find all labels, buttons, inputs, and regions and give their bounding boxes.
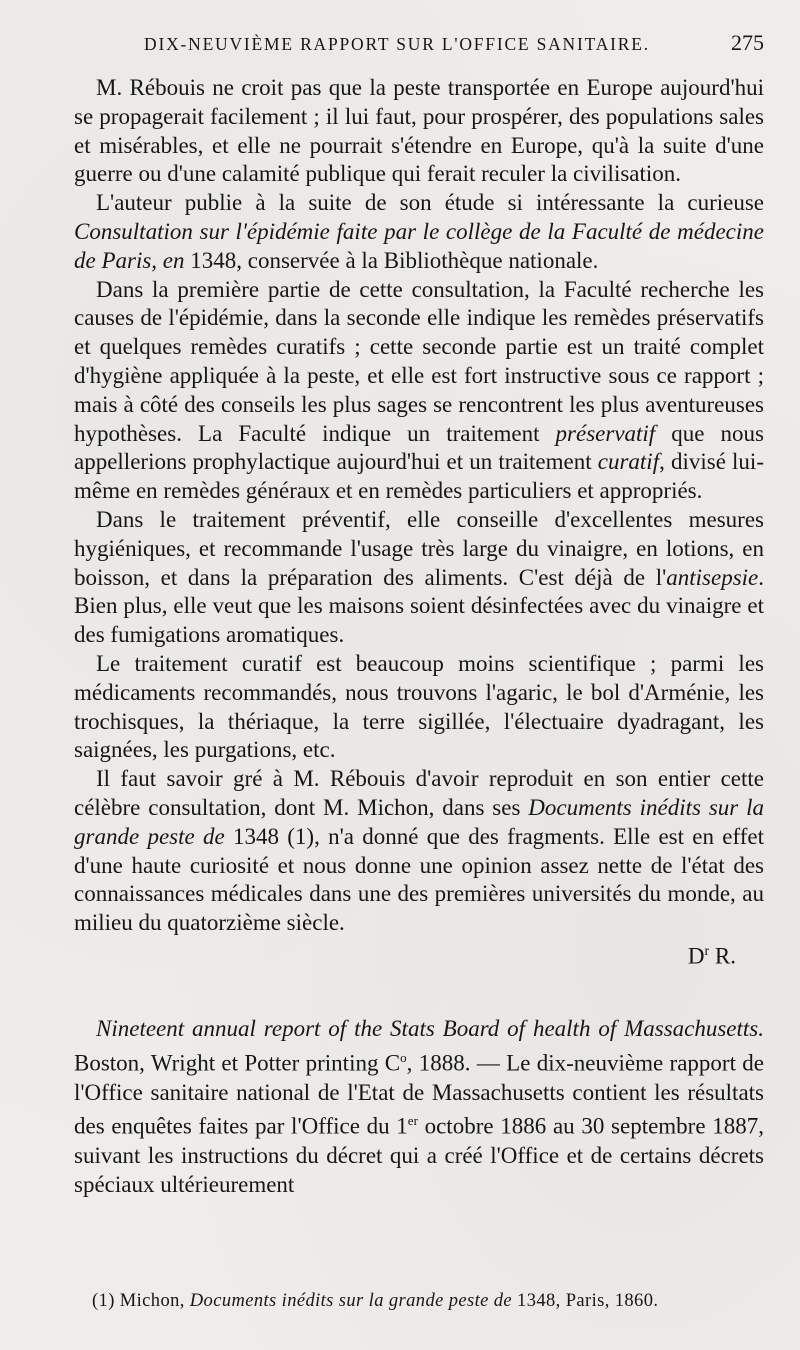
paragraph-6-text-a: Il faut savoir gré à M. Rébouis d'avoir reproduit en son entier cette célèbre consultation, dont M. Michon, dans ses bbox=[74, 766, 764, 820]
paragraph-2-text-b: 1348, conservée à la Bibliothèque nationale. bbox=[184, 247, 599, 273]
signature bbox=[74, 938, 764, 971]
paragraph-3-text-a: Dans la première partie de cette consultation, la Faculté recherche les causes de l'épidémie, dans la seconde elle indique les remèdes préservatifs et quelques remèdes curatifs ; cette seconde partie est un traité complet d'hygiène appliquée à la peste, et elle est fort instructive sous ce rapport ; mais à côté des conseils les plus sages se rencontrent les plus aventureuses hypothèses. La Faculté indique un traitement bbox=[74, 276, 764, 446]
review-superscript-o: o bbox=[400, 1050, 407, 1066]
review-text-b: , 1888. — Le dix-neuvième rapport de l'Office sanitaire national de l'Etat de Massachusetts contient les résultats des enquêtes faites par l'Office du 1 bbox=[74, 1050, 764, 1140]
review-superscript-er: er bbox=[407, 1113, 418, 1129]
running-title: DIX-NEUVIÈME RAPPORT SUR L'OFFICE SANITAIRE. bbox=[144, 34, 650, 54]
review-title: Nineteent annual report of the Stats Board of health of Massachusetts. bbox=[96, 1016, 764, 1042]
paragraph-2-text-a: L'auteur publie à la suite de son étude si intéressante la curieuse bbox=[96, 190, 764, 216]
footnote bbox=[92, 1291, 764, 1312]
paragraph-2 bbox=[74, 189, 764, 275]
review-text-a: Boston, Wright et Potter printing C bbox=[74, 1050, 401, 1076]
paragraph-4-text-a: Dans le traitement préventif, elle conseille d'excellentes mesures hygiéniques, et recommande l'usage très large du vinaigre, en lotions, en boisson, et dans la préparation des aliments. C'est déjà de l' bbox=[74, 506, 764, 590]
paragraph-2-italic: Consultation sur l'épidémie faite par le collège de la Faculté de médecine de Paris, en bbox=[74, 218, 764, 273]
paragraph-3-text-c: , divisé lui-même en remèdes généraux et en remèdes particuliers et appropriés. bbox=[74, 449, 764, 504]
running-head bbox=[144, 30, 764, 64]
section-spacer bbox=[74, 971, 764, 1015]
paragraph-1-text: M. Rébouis ne croit pas que la peste transportée en Europe aujourd'hui se propagerait facilement ; il lui faut, pour prospérer, des populations sales et misérables, et elle ne pourrait s'étendre en Europe, qu'à la suite d'une guerre ou d'une calamité publique qui ferait reculer la civilisation. bbox=[74, 75, 764, 187]
signature-prefix: D bbox=[687, 943, 705, 969]
signature-name: R. bbox=[709, 943, 736, 969]
footnote-marker: (1) Michon, bbox=[92, 1291, 190, 1311]
paragraph-6-italic: Documents inédits sur la grande peste de bbox=[74, 794, 764, 849]
review-text-c: octobre 1886 au 30 septembre 1887, suivant les instructions du décret qui a créé l'Office et de certains décrets spéciaux ultérieurement bbox=[74, 1114, 764, 1197]
signature-superscript: r bbox=[704, 943, 710, 959]
paragraph-3-italic-2: curatif bbox=[597, 449, 660, 475]
review-paragraph bbox=[74, 1015, 764, 1199]
paragraph-3-italic-1: préservatif bbox=[555, 420, 656, 446]
paragraph-1 bbox=[74, 74, 764, 189]
footnote-rest: 1348, Paris, 1860. bbox=[512, 1291, 659, 1311]
paragraph-4 bbox=[74, 506, 764, 650]
paragraph-3-text-b: que nous appellerions prophylactique aujourd'hui et un traitement bbox=[74, 420, 764, 475]
paragraph-4-italic: antisepsie bbox=[666, 564, 759, 590]
paragraph-6-text-b: 1348 (1), n'a donné que des fragments. Elle est en effet d'une haute curiosité et nous donne une opinion assez nette de l'état des connaissances médicales dans une des premières universités du monde, au milieu du quatorzième siècle. bbox=[74, 823, 764, 936]
body-text bbox=[74, 74, 764, 1199]
paragraph-4-text-b: . Bien plus, elle veut que les maisons soient désinfectées avec du vinaigre et des fumigations aromatiques. bbox=[74, 564, 764, 648]
page-number: 275 bbox=[731, 30, 764, 55]
paragraph-5 bbox=[74, 650, 764, 765]
footnote-italic: Documents inédits sur la grande peste de bbox=[189, 1291, 513, 1311]
paragraph-5-text: Le traitement curatif est beaucoup moins scientifique ; parmi les médicaments recommandés, nous trouvons l'agaric, le bol d'Arménie, les trochisques, la thériaque, la terre sigillée, l'électuaire dyadragant, les saignées, les purgations, etc. bbox=[74, 650, 764, 763]
paragraph-3 bbox=[74, 276, 764, 506]
paragraph-6 bbox=[74, 765, 764, 938]
